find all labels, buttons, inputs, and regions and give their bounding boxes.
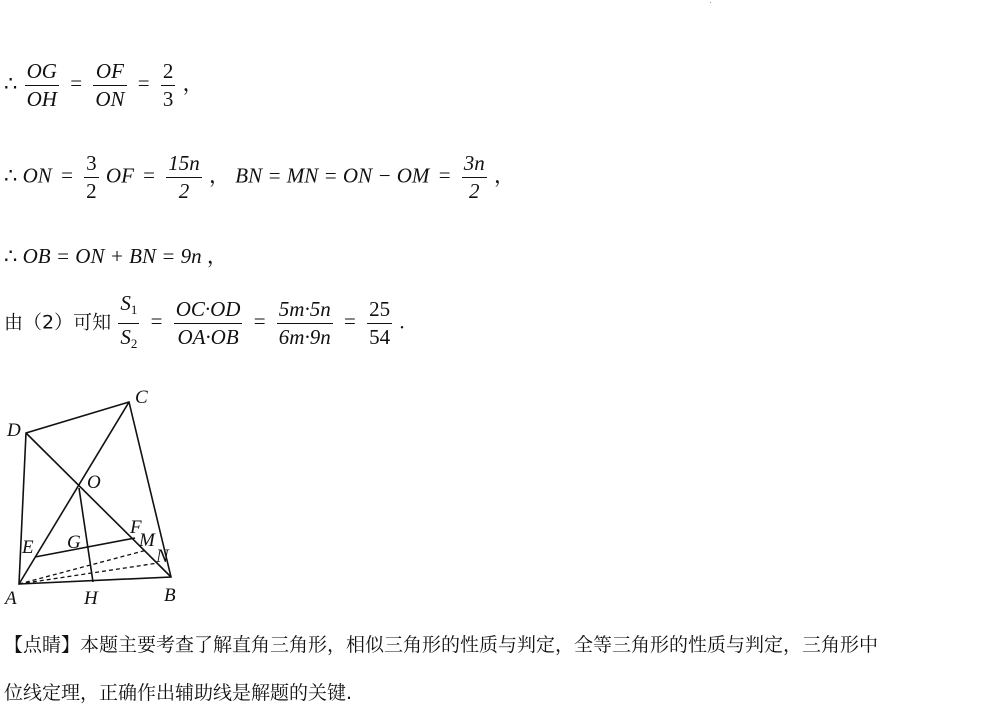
fraction-5m5n-6m9n: $\frac{5m\cdot 5n}{6m\cdot 9n}$ — [278, 297, 331, 349]
fraction-ocod-oaob: $\frac{OC\cdot OD}{OA\cdot OB}$ — [175, 297, 241, 349]
label-b: B — [164, 585, 176, 606]
label-f: F — [130, 517, 142, 538]
geometry-figure — [0, 378, 230, 618]
fraction-s1-s2: $\frac{S_1}{S_2}$ — [118, 290, 139, 357]
therefore-symbol: ∴ — [4, 244, 18, 268]
label-m: M — [139, 530, 155, 551]
math-line-2: ∴ ON = $\frac{3}{2}$ OF = $\frac{15n}{2}$ ， BN = MN = ON − OM = $\frac{3n}{2}$ ， — [4, 151, 516, 203]
label-h: H — [84, 588, 98, 609]
label-e: E — [22, 537, 34, 558]
label-a: A — [5, 588, 17, 609]
label-n: N — [156, 546, 169, 567]
note-line-1: 【点睛】本题主要考查了解直角三角形，相似三角形的性质与判定，全等三角形的性质与判定，三角形中 — [4, 634, 879, 656]
ob-expression: OB = ON + BN = 9n — [22, 244, 202, 268]
math-line-4: 由（2）可知 $\frac{S_1}{S_2}$ = $\frac{OC\cdot OD}{OA\cdot OB}$ = $\frac{5m\cdot 5n}{6m\cdot 9n}$ = $\frac{25}{54}$ . — [4, 290, 405, 357]
fraction-2-3: $\frac{2}{3}$ — [162, 59, 174, 111]
label-g: G — [67, 532, 81, 553]
label-c: C — [135, 387, 148, 408]
therefore-symbol: ∴ — [4, 163, 18, 188]
fraction-3n-2: $\frac{3n}{2}$ — [463, 151, 485, 203]
diagonal-bd — [26, 433, 171, 577]
quadrilateral-abcd — [19, 402, 171, 584]
fraction-og-oh: $\frac{OG}{OH}$ — [26, 59, 57, 111]
math-line-3: ∴ OB = ON + BN = 9n ， — [4, 244, 228, 268]
stray-dot — [710, 2, 711, 3]
label-d: D — [7, 420, 21, 441]
therefore-symbol: ∴ — [4, 71, 18, 96]
fraction-25-54: $\frac{25}{54}$ — [369, 297, 391, 349]
prefix-text: 由（2）可知 — [4, 311, 112, 334]
fraction-15n-2: $\frac{15n}{2}$ — [168, 151, 200, 203]
bn-expression: BN = MN = ON − OM — [235, 163, 430, 188]
fraction-of-on: $\frac{OF}{ON}$ — [95, 59, 125, 111]
fraction-3-2: $\frac{3}{2}$ — [86, 151, 97, 203]
note-line-2: 位线定理，正确作出辅助线是解题的关键. — [4, 682, 353, 704]
label-o: O — [87, 472, 101, 493]
math-line-1: ∴ $\frac{OG}{OH}$ = $\frac{OF}{ON}$ = $\frac{2}{3}$ ， — [4, 59, 204, 111]
segment-ef — [35, 538, 135, 557]
